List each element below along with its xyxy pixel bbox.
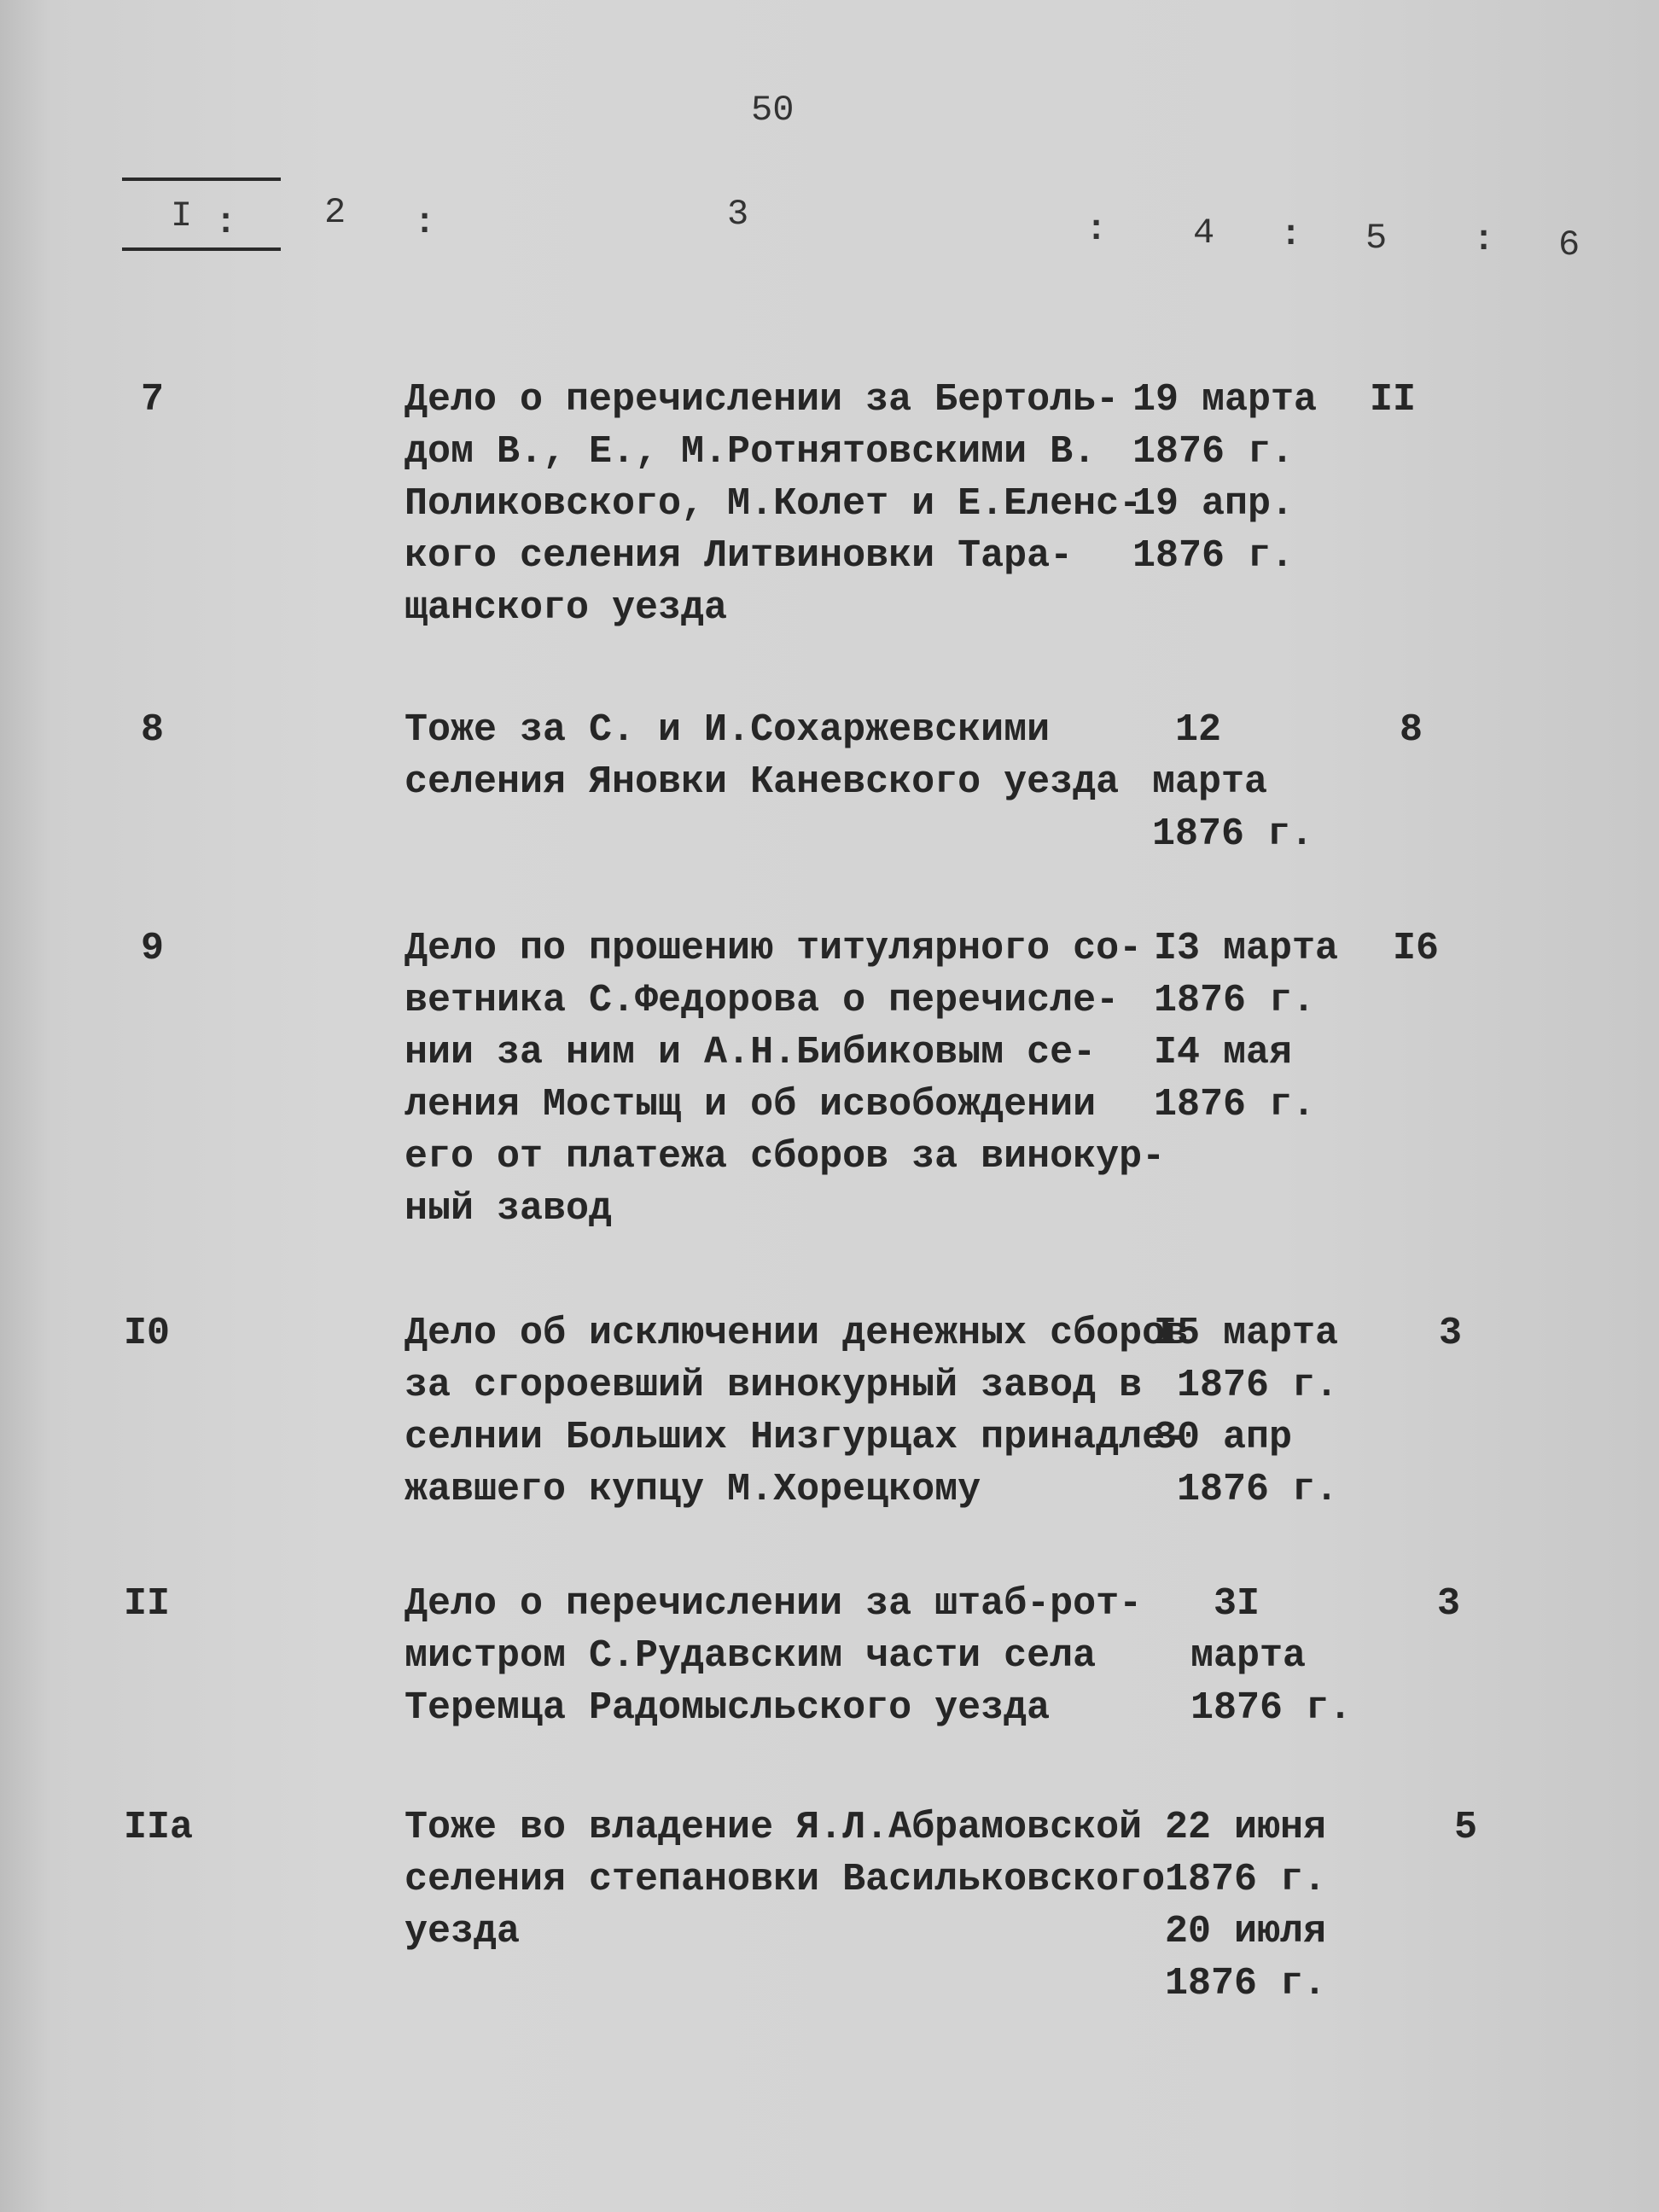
record-title-line: селнии Больших Низгурцах принадле- — [405, 1416, 1189, 1459]
header-col-2: 2 — [324, 192, 346, 233]
record-number: 7 — [141, 378, 165, 422]
record-title-line: щанского уезда — [405, 586, 728, 630]
record-title-line: Дело о перечислении за штаб-рот- — [405, 1582, 1143, 1626]
record-title-line: Дело о перечислении за Бертоль- — [405, 378, 1120, 422]
record-title-line: уезда — [405, 1910, 521, 1953]
record-date-line: I3 марта — [1154, 927, 1339, 970]
record-date-line: 1876 г. — [1165, 1962, 1327, 2005]
page-number: 50 — [751, 90, 795, 131]
record-date-line: марта — [1152, 760, 1268, 804]
record-date-line: 1876 г. — [1165, 1858, 1327, 1901]
header-sep: : — [414, 202, 436, 243]
record-title-line: Тоже за С. и И.Сохаржевскими — [405, 708, 1051, 752]
record-title-line: селения Яновки Каневского уезда — [405, 760, 1120, 804]
record-title-line: его от платежа сборов за винокур- — [405, 1135, 1166, 1179]
record-title-line: ветника С.Федорова о перечисле- — [405, 979, 1120, 1022]
record-date-line: 20 июля — [1165, 1910, 1327, 1953]
record-date-line: 3I — [1190, 1582, 1260, 1626]
record-title-line: Тоже во владение Я.Л.Абрамовской — [405, 1806, 1143, 1849]
record-date-line: 12 — [1152, 708, 1222, 752]
record-number: II — [124, 1582, 171, 1626]
record-date-line: 1876 г. — [1132, 534, 1295, 578]
header-rule-top — [122, 178, 281, 181]
header-col-3: 3 — [727, 194, 749, 235]
record-number: IIa — [124, 1806, 194, 1849]
record-title-line: Теремца Радомысльского уезда — [405, 1686, 1051, 1730]
header-sep: : — [1086, 209, 1108, 250]
record-title-line: дом В., Е., М.Ротнятовскими В. — [405, 430, 1097, 474]
header-sep: : — [215, 202, 237, 243]
record-title-line: Дело об исключении денежных сборов — [405, 1312, 1189, 1355]
record-number: 8 — [141, 708, 165, 752]
record-date-line: марта — [1190, 1634, 1307, 1678]
record-date-line: 19 апр. — [1132, 482, 1295, 526]
record-title-line: Поликовского, М.Колет и Е.Еленс- — [405, 482, 1143, 526]
record-title-line: Дело по прошению титулярного со- — [405, 927, 1143, 970]
record-date-line: 30 апр — [1154, 1416, 1293, 1459]
record-sheets: 8 — [1400, 708, 1423, 752]
header-col-5: 5 — [1365, 218, 1388, 259]
header-col-1: I — [171, 195, 193, 236]
header-col-6: 6 — [1558, 224, 1580, 265]
record-title-line: жавшего купцу М.Хорецкому — [405, 1468, 981, 1511]
record-date-line: 1876 г. — [1154, 1083, 1316, 1126]
record-date-line: 22 июня — [1165, 1806, 1327, 1849]
record-sheets: 3 — [1437, 1582, 1461, 1626]
record-date-line: 1876 г. — [1190, 1686, 1353, 1730]
record-date-line: 1876 г. — [1154, 979, 1316, 1022]
record-title-line: мистром С.Рудавским части села — [405, 1634, 1097, 1678]
record-date-line: I4 мая — [1154, 1031, 1293, 1074]
record-sheets: 5 — [1454, 1806, 1478, 1849]
record-number: I0 — [124, 1312, 171, 1355]
record-title-line: ления Мостыщ и об исвобождении — [405, 1083, 1097, 1126]
header-sep: : — [1280, 214, 1302, 255]
record-title-line: ный завод — [405, 1187, 613, 1231]
record-title-line: селения степановки Васильковского — [405, 1858, 1166, 1901]
record-title-line: нии за ним и А.Н.Бибиковым се- — [405, 1031, 1097, 1074]
header-sep: : — [1473, 219, 1495, 260]
record-title-line: за сгороевший винокурный завод в — [405, 1364, 1143, 1407]
record-sheets: II — [1370, 378, 1417, 422]
record-number: 9 — [141, 927, 165, 970]
header-col-4: 4 — [1193, 212, 1215, 253]
record-date-line: 1876 г. — [1154, 1364, 1339, 1407]
record-title-line: кого селения Литвиновки Тара- — [405, 534, 1074, 578]
record-sheets: I6 — [1393, 927, 1440, 970]
record-date-line: 19 марта — [1132, 378, 1318, 422]
header-rule-bottom — [122, 247, 281, 251]
record-date-line: 1876 г. — [1152, 812, 1314, 856]
record-date-line: 1876 г. — [1132, 430, 1295, 474]
record-date-line: I5 марта — [1154, 1312, 1339, 1355]
record-date-line: 1876 г. — [1154, 1468, 1339, 1511]
record-sheets: 3 — [1439, 1312, 1463, 1355]
